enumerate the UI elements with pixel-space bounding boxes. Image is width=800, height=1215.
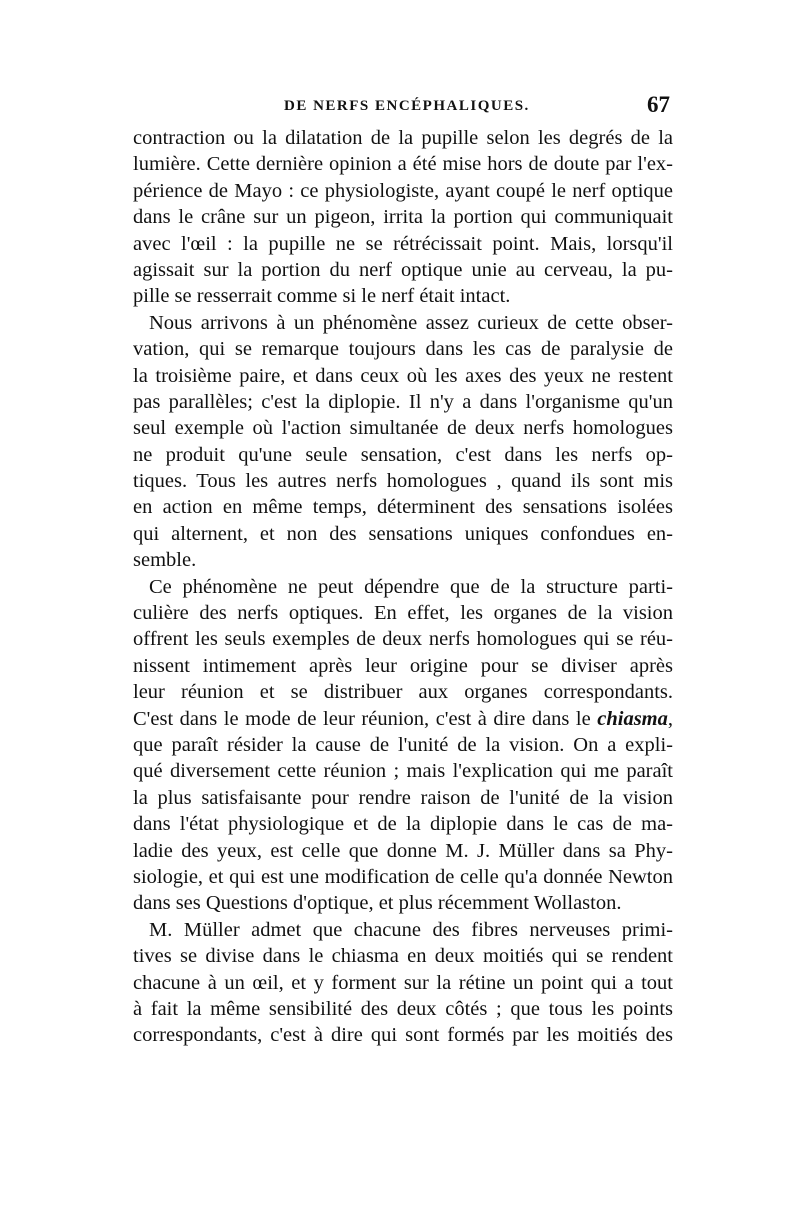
text-line: la plus satisfaisante pour rendre raison de l'unité de la vision xyxy=(133,786,673,809)
emphasis-tail: , xyxy=(667,707,673,730)
text-line: tiques. Tous les autres nerfs homologues , quand ils sont mis xyxy=(133,470,673,493)
text-line: que paraît résider la cause de l'unité de la vision. On a expli- xyxy=(133,733,673,756)
text-line: pille se resserrait comme si le nerf était intact. xyxy=(133,285,511,308)
text-line: lumière. Cette dernière opinion a été mise hors de doute par l'ex- xyxy=(133,153,673,176)
paragraph-start: Nous arrivons à un phénomène assez curieux de cette obser- xyxy=(149,311,673,334)
text-line: dans ses Questions d'optique, et plus récemment Wollaston. xyxy=(133,892,622,915)
text-line: la troisième paire, et dans ceux où les axes des yeux ne restent xyxy=(133,364,673,387)
line-text: C'est dans le mode de leur réunion, c'est à dire dans le xyxy=(133,707,591,730)
text-line: dans l'état physiologique et de la diplopie dans le cas de ma- xyxy=(133,813,673,836)
text-line: ne produit qu'une seule sensation, c'est dans les nerfs op- xyxy=(133,443,673,466)
text-line: nissent intimement après leur origine pour se diviser après xyxy=(133,654,673,677)
paragraph-start: M. Müller admet que chacune des fibres nerveuses primi- xyxy=(149,918,673,941)
text-line: agissait sur la portion du nerf optique unie au cerveau, la pu- xyxy=(133,258,673,281)
text-line: siologie, et qui est une modification de celle qu'a donnée Newton xyxy=(133,865,673,888)
text-line: offrent les seuls exemples de deux nerfs homologues qui se réu- xyxy=(133,628,673,651)
emphasis-chiasma: chiasma xyxy=(597,707,668,730)
text-line-with-emphasis xyxy=(133,706,673,732)
text-line: qué diversement cette réunion ; mais l'explication qui me paraît xyxy=(133,760,673,783)
text-line: semble. xyxy=(133,549,197,572)
page-number: 67 xyxy=(647,92,670,117)
body-text xyxy=(133,125,673,1049)
text-line: culière des nerfs optiques. En effet, les organes de la vision xyxy=(133,602,673,625)
text-line: leur réunion et se distribuer aux organes correspondants. xyxy=(133,681,673,704)
text-line: avec l'œil : la pupille ne se rétrécissait point. Mais, lorsqu'il xyxy=(133,232,673,255)
text-line: seul exemple où l'action simultanée de deux nerfs homologues xyxy=(133,417,673,440)
running-title: DE NERFS ENCÉPHALIQUES. xyxy=(284,98,530,114)
text-line: tives se divise dans le chiasma en deux moitiés qui se rendent xyxy=(133,945,673,968)
text-line: ladie des yeux, est celle que donne M. J. Müller dans sa Phy- xyxy=(133,839,673,862)
text-line: à fait la même sensibilité des deux côtés ; que tous les points xyxy=(133,997,673,1020)
text-line: correspondants, c'est à dire qui sont formés par les moitiés des xyxy=(133,1024,673,1047)
text-line: vation, qui se remarque toujours dans les cas de paralysie de xyxy=(133,338,673,361)
text-line: contraction ou la dilatation de la pupille selon les degrés de la xyxy=(133,127,673,149)
text-line: pas parallèles; c'est la diplopie. Il n'y a dans l'organisme qu'un xyxy=(133,390,673,413)
paragraph-start: Ce phénomène ne peut dépendre que de la structure parti- xyxy=(149,575,673,598)
text-line: dans le crâne sur un pigeon, irrita la portion qui communiquait xyxy=(133,206,673,229)
running-header xyxy=(134,92,670,120)
text-line: qui alternent, et non des sensations uniques confondues en- xyxy=(133,522,673,545)
text-line: chacune à un œil, et y forment sur la rétine un point qui a tout xyxy=(133,971,673,994)
text-line: en action en même temps, déterminent des sensations isolées xyxy=(133,496,673,519)
text-line: périence de Mayo : ce physiologiste, ayant coupé le nerf optique xyxy=(133,179,673,202)
